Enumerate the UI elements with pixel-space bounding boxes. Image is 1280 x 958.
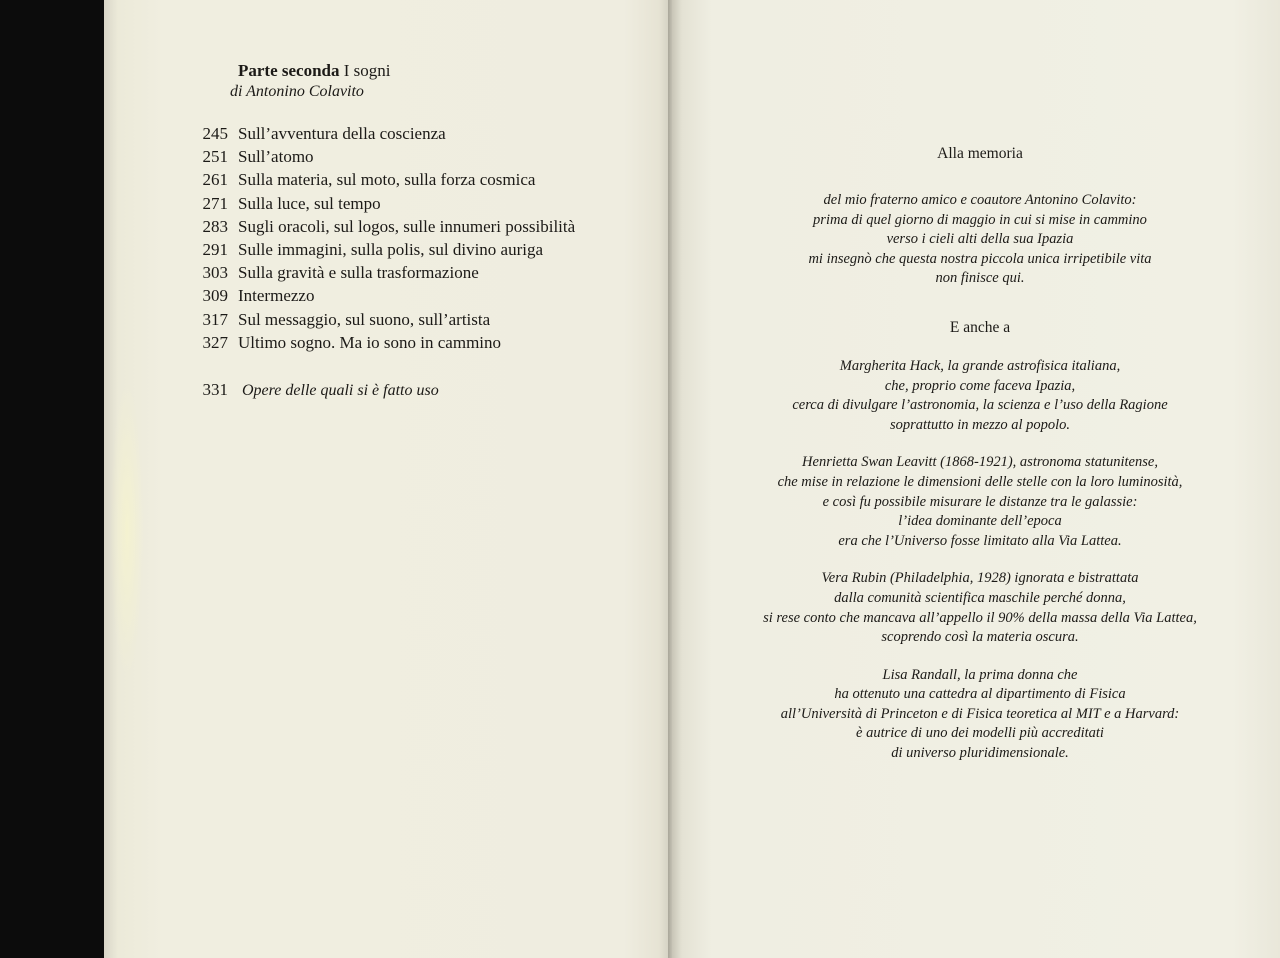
dedication-memoria [700,191,1260,289]
toc-page-number: 317 [202,309,228,329]
dedication [700,145,1260,782]
toc-entry-bibliography [196,380,439,400]
toc-entry [196,194,656,217]
dedication-line: dalla comunità scientifica maschile perché donna, [834,589,1126,606]
toc-entry [196,240,656,263]
toc-page-number: 309 [202,286,228,306]
dedication-line: cerca di divulgare l’astronomia, la scienza e l’uso della Ragione [792,397,1168,414]
dedication-line: l’idea dominante dell’epoca [898,513,1062,530]
toc-entry [196,263,656,286]
dedication-line: Lisa Randall, la prima donna che [882,666,1078,683]
toc-page-number: 327 [202,332,228,352]
toc-page-number: 251 [202,147,228,167]
toc-entry [196,124,656,147]
dedication-line: e così fu possibile misurare le distanze tra le galassie: [822,493,1138,510]
part-heading [238,61,391,81]
dedication-line: era che l’Universo fosse limitato alla Via Lattea. [838,532,1122,549]
toc-title: Sulla materia, sul moto, sulla forza cosmica [238,170,536,190]
toc-entry [196,147,656,170]
toc-title: Sulla gravità e sulla trasformazione [238,263,479,283]
toc-title: Sulle immagini, sulla polis, sul divino auriga [238,239,544,259]
toc-page-number: 271 [202,193,228,213]
part-label: Parte seconda [238,61,340,80]
dedication-paragraph-hack [700,357,1260,435]
dedication-paragraph-rubin [700,569,1260,647]
toc-title: Intermezzo [238,286,315,306]
dedication-line: scoprendo così la materia oscura. [881,629,1079,646]
dedication-line: Vera Rubin (Philadelphia, 1928) ignorata e bistrattata [821,570,1139,587]
toc-entry [196,333,656,356]
toc-page-number: 261 [202,170,228,190]
dedication-line: si rese conto che mancava all’appello il 90% della massa della Via Lattea, [763,609,1197,626]
dedication-paragraph-leavitt [700,453,1260,551]
dedication-heading: Alla memoria [937,145,1023,162]
toc-title: Opere delle quali si è fatto uso [242,382,439,399]
dedication-line: Henrietta Swan Leavitt (1868-1921), astronoma statunitense, [802,454,1158,471]
toc-entry [196,170,656,193]
toc-title: Ultimo sogno. Ma io sono in cammino [238,332,502,352]
toc-page-number: 291 [202,239,228,259]
dedication-line: è autrice di uno dei modelli più accreditati [856,725,1104,742]
dedication-line: Margherita Hack, la grande astrofisica italiana, [839,357,1121,374]
toc-title: Sugli oracoli, sul logos, sulle innumeri possibilità [238,216,576,236]
dedication-heading-2: E anche a [949,318,1011,336]
toc-title: Sulla luce, sul tempo [238,193,381,213]
toc-title: Sull’atomo [238,147,314,167]
dedication-line: prima di quel giorno di maggio in cui si mise in cammino [813,211,1147,228]
part-title: I sogni [343,61,391,80]
dedication-line: mi insegnò che questa nostra piccola unica irripetibile vita [808,250,1152,267]
toc-entry [196,310,656,333]
dedication-line: verso i cieli alti della sua Ipazia [886,231,1074,248]
dedication-line: che, proprio come faceva Ipazia, [884,377,1076,394]
toc-entry [196,217,656,240]
toc-entry [196,286,656,309]
dedication-line: di universo pluridimensionale. [891,745,1069,762]
dedication-line: soprattutto in mezzo al popolo. [889,416,1071,433]
toc-title: Sul messaggio, sul suono, sull’artista [238,309,491,329]
dedication-line: ha ottenuto una cattedra al dipartimento di Fisica [834,686,1126,703]
dedication-line: del mio fraterno amico e coautore Antonino Colavito: [823,192,1137,208]
toc-page-number: 245 [202,124,228,143]
toc-title: Sull’avventura della coscienza [238,124,446,143]
dedication-line: all’Università di Princeton e di Fisica teoretica al MIT e a Harvard: [780,705,1180,722]
dedication-line: che mise in relazione le dimensioni delle stelle con la loro luminosità, [777,473,1183,490]
dedication-line: non finisce qui. [935,270,1025,287]
toc-page-number: 331 [202,380,228,399]
dedication-paragraph-randall [700,666,1260,764]
toc-page-number: 303 [202,263,228,283]
table-of-contents [196,124,656,356]
toc-page-number: 283 [202,216,228,236]
part-author: di Antonino Colavito [230,83,364,100]
